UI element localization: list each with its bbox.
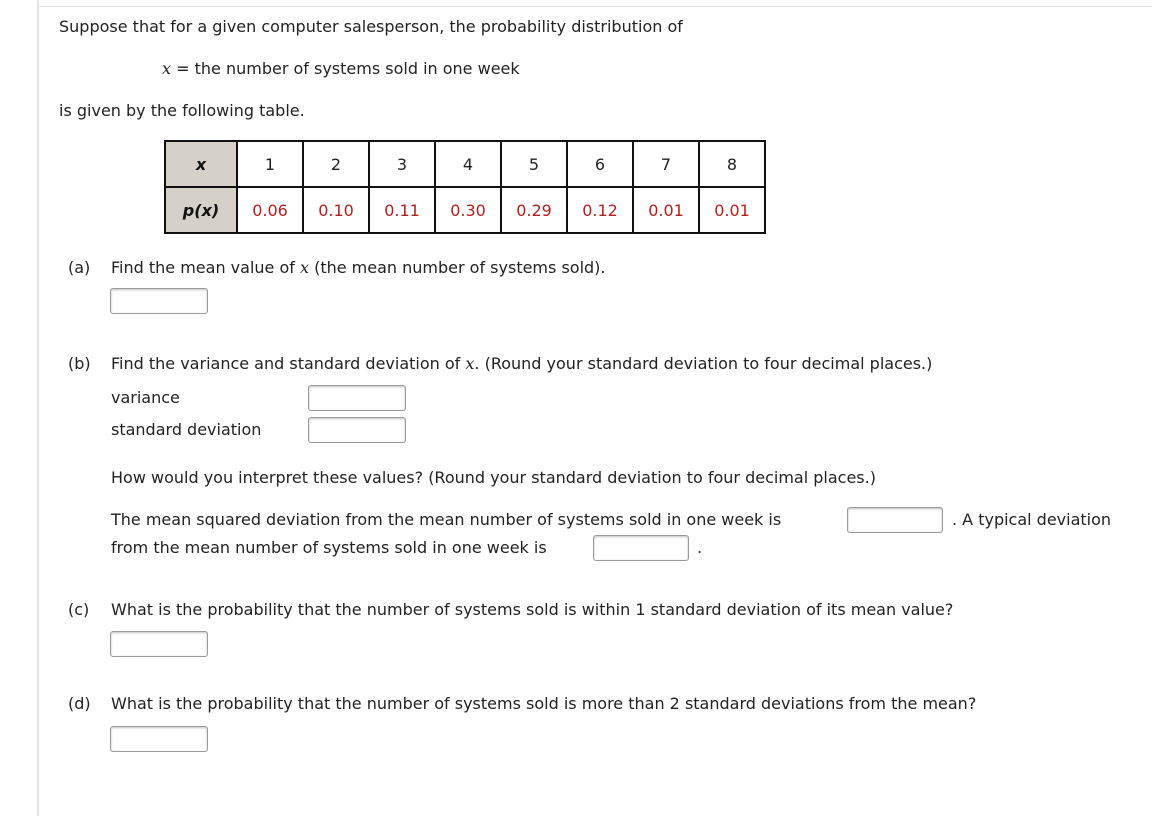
x-value: 1 bbox=[237, 141, 303, 187]
within-1sd-answer-input[interactable] bbox=[110, 631, 208, 657]
interpret-sentence-1: The mean squared deviation from the mean number of systems sold in one week is bbox=[111, 510, 782, 529]
x-value: 6 bbox=[567, 141, 633, 187]
x-value: 7 bbox=[633, 141, 699, 187]
x-header: x bbox=[165, 141, 237, 187]
x-value: 3 bbox=[369, 141, 435, 187]
typical-deviation-input[interactable] bbox=[593, 535, 689, 561]
top-border bbox=[37, 6, 1152, 7]
interpret-question: How would you interpret these values? (Round your standard deviation to four decimal places.) bbox=[111, 468, 876, 487]
left-border bbox=[37, 0, 39, 816]
definition-text: = the number of systems sold in one week bbox=[171, 59, 520, 78]
probability-table bbox=[164, 140, 766, 234]
p-value: 0.01 bbox=[699, 187, 765, 233]
part-c-question: What is the probability that the number of systems sold is within 1 standard deviation of its mean value? bbox=[111, 600, 954, 619]
sd-label: standard deviation bbox=[111, 420, 262, 439]
p-value: 0.10 bbox=[303, 187, 369, 233]
part-c-label: (c) bbox=[68, 600, 90, 619]
p-value: 0.12 bbox=[567, 187, 633, 233]
p-value: 0.06 bbox=[237, 187, 303, 233]
sd-input[interactable] bbox=[308, 417, 406, 443]
part-a-question bbox=[111, 258, 606, 277]
part-b-text-after: . (Round your standard deviation to four decimal places.) bbox=[474, 354, 933, 373]
part-a-text-before: Find the mean value of bbox=[111, 258, 300, 277]
definition-line bbox=[162, 59, 520, 78]
definition-variable: x bbox=[162, 59, 172, 78]
part-b-variable: x bbox=[465, 354, 475, 373]
mean-answer-input[interactable] bbox=[110, 288, 208, 314]
variance-label: variance bbox=[111, 388, 180, 407]
part-d-question: What is the probability that the number of systems sold is more than 2 standard deviations from the mean? bbox=[111, 694, 977, 713]
interpret-sentence-2: . A typical deviation bbox=[952, 510, 1112, 529]
part-b-text-before: Find the variance and standard deviation of bbox=[111, 354, 466, 373]
p-row bbox=[165, 187, 765, 233]
intro-line-1: Suppose that for a given computer salesperson, the probability distribution of bbox=[59, 17, 683, 36]
mean-squared-deviation-input[interactable] bbox=[847, 507, 943, 533]
part-a-text-after: (the mean number of systems sold). bbox=[309, 258, 606, 277]
intro-line-3: is given by the following table. bbox=[59, 101, 305, 120]
x-value: 8 bbox=[699, 141, 765, 187]
part-b-label: (b) bbox=[68, 354, 91, 373]
p-value: 0.11 bbox=[369, 187, 435, 233]
p-value: 0.30 bbox=[435, 187, 501, 233]
p-value: 0.01 bbox=[633, 187, 699, 233]
part-a-variable: x bbox=[299, 258, 309, 277]
x-value: 2 bbox=[303, 141, 369, 187]
part-a-label: (a) bbox=[68, 258, 91, 277]
x-row bbox=[165, 141, 765, 187]
part-b-question bbox=[111, 354, 932, 373]
x-value: 4 bbox=[435, 141, 501, 187]
p-header: p(x) bbox=[165, 187, 237, 233]
p-value: 0.29 bbox=[501, 187, 567, 233]
beyond-2sd-answer-input[interactable] bbox=[110, 726, 208, 752]
x-value: 5 bbox=[501, 141, 567, 187]
variance-input[interactable] bbox=[308, 385, 406, 411]
interpret-sentence-3: from the mean number of systems sold in one week is bbox=[111, 538, 547, 557]
part-d-label: (d) bbox=[68, 694, 91, 713]
interpret-sentence-end: . bbox=[697, 538, 703, 557]
